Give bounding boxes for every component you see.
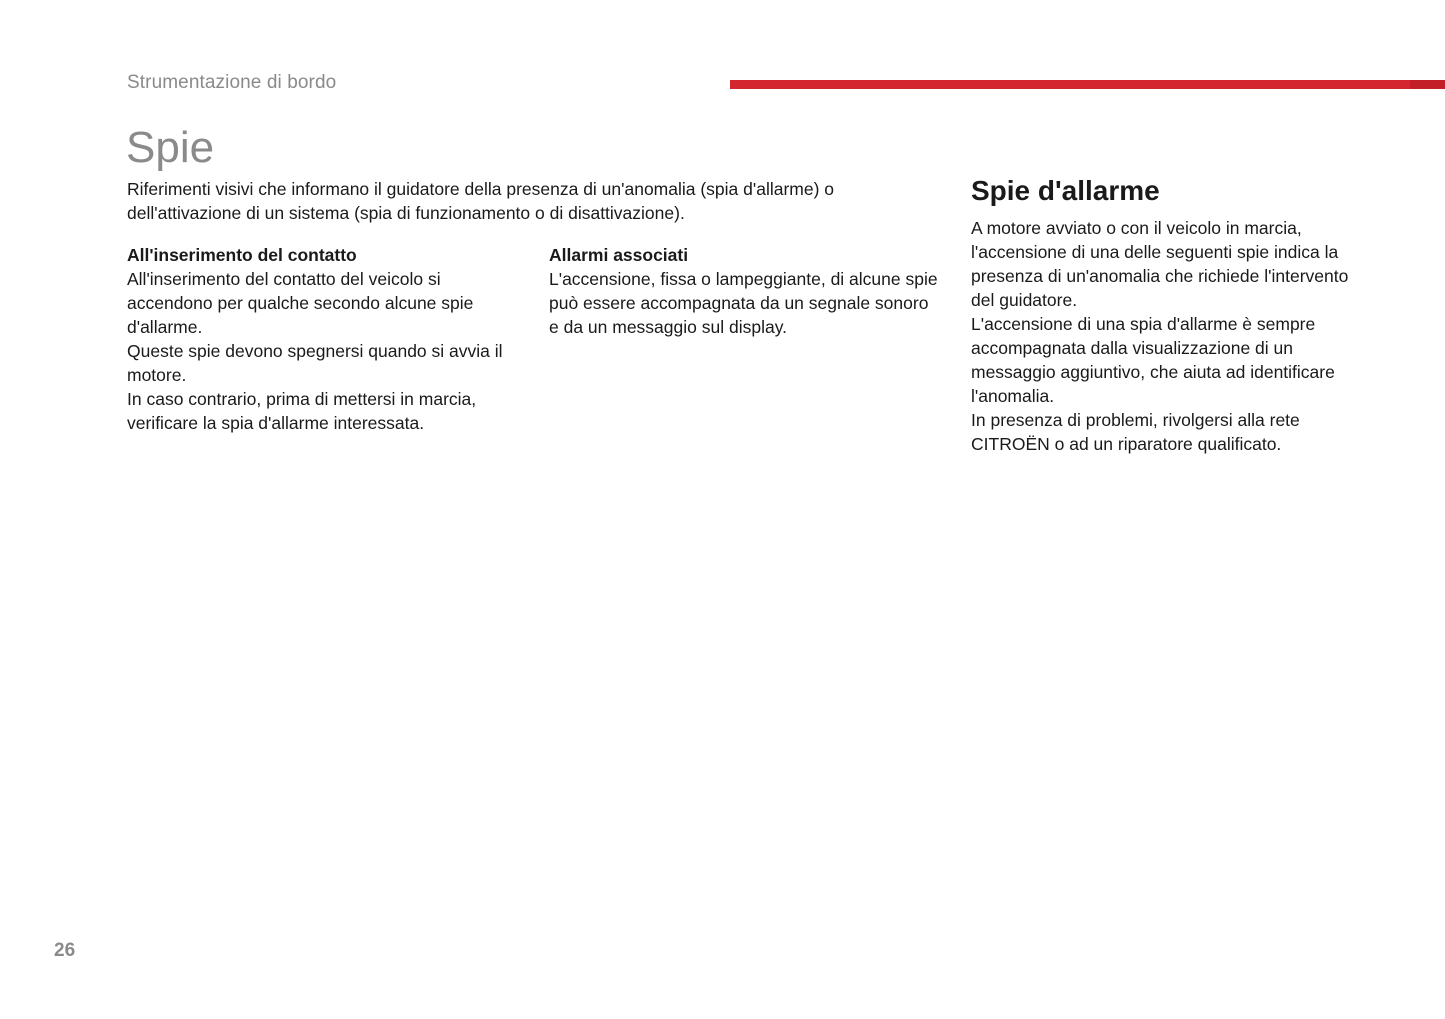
column-alarms-paragraph: L'accensione, fissa o lampeggiante, di alcune spie può essere accompagnata da un segnale sonoro e da un messaggio sul display.	[549, 269, 938, 337]
column-contact	[127, 243, 527, 435]
column-contact-paragraph: All'inserimento del contatto del veicolo si accendono per qualche secondo alcune spie d'allarme.	[127, 269, 474, 337]
header-accent-bar-tip	[1410, 80, 1445, 89]
warning-section-paragraph: In presenza di problemi, rivolgersi alla rete CITROËN o ad un riparatore qualificato.	[971, 410, 1300, 454]
column-contact-heading: All'inserimento del contatto	[127, 245, 357, 265]
page-title: Spie	[126, 123, 215, 172]
warning-section-title: Spie d'allarme	[971, 175, 1160, 206]
intro-paragraph: Riferimenti visivi che informano il guidatore della presenza di un'anomalia (spia d'allarme) o dell'attivazione di un sistema (spia di funzionamento o di disattivazione).	[127, 179, 835, 223]
page-number: 26	[54, 940, 76, 961]
column-alarms	[549, 243, 939, 339]
warning-section-paragraph: A motore avviato o con il veicolo in marcia, l'accensione di una delle seguenti spie indica la presenza di un'anomalia che richiede l'intervento del guidatore.	[971, 218, 1349, 310]
warning-section-paragraph: L'accensione di una spia d'allarme è sempre accompagnata dalla visualizzazione di un messaggio aggiuntivo, che aiuta ad identificare l'anomalia.	[971, 314, 1335, 406]
section-header: Strumentazione di bordo	[127, 72, 337, 93]
column-contact-paragraph: In caso contrario, prima di mettersi in marcia, verificare la spia d'allarme interessata.	[127, 389, 477, 433]
column-alarms-heading: Allarmi associati	[549, 245, 689, 265]
column-contact-paragraph: Queste spie devono spegnersi quando si avvia il motore.	[127, 341, 503, 385]
header-accent-bar	[730, 80, 1445, 89]
warning-section-body	[971, 216, 1371, 456]
